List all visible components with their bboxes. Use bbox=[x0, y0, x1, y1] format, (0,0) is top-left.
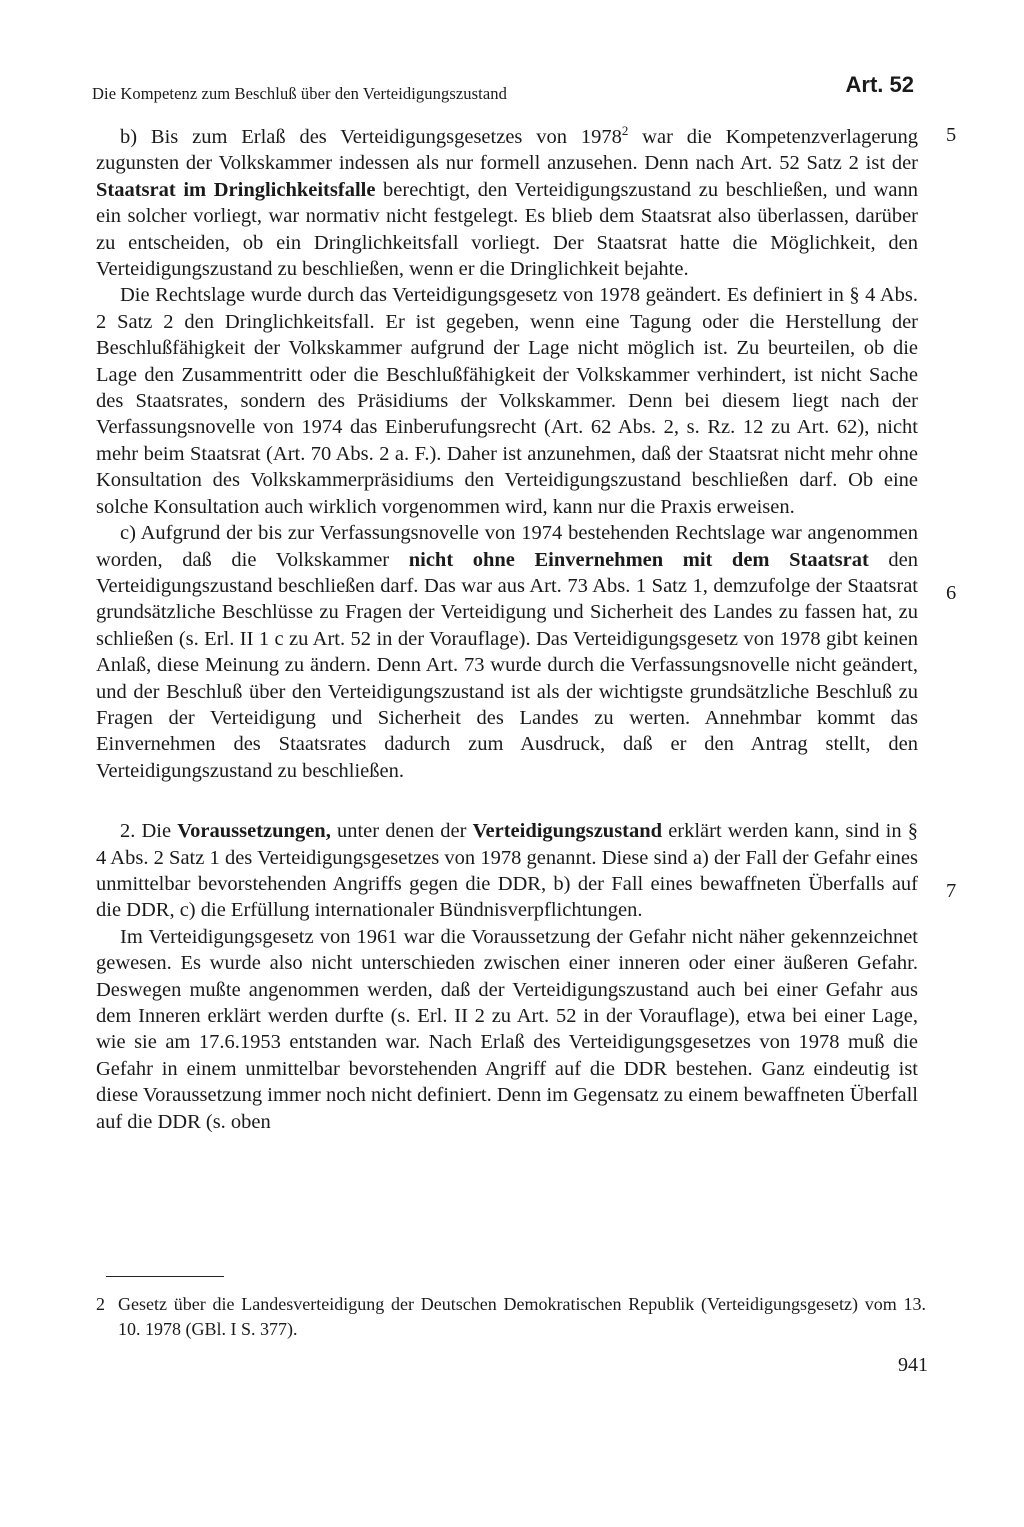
margin-number-5: 5 bbox=[946, 124, 957, 146]
section-gap bbox=[96, 784, 918, 818]
text-run: 2. Die bbox=[120, 820, 178, 843]
paragraph-7b: Im Verteidigungsgesetz von 1961 war die Voraussetzung der Gefahr nicht näher gekennzeichnet gewesen. Es wurde also nicht unterschieden zwischen einer inneren oder einer äußeren Gefahr. Deswegen mußte angenommen werden, daß der Verteidigungszustand auch bei einer Gefahr aus dem Inneren erklärt werden durfte (s. Erl. II 2 zu Art. 52 in der Vorauflage), etwa bei einer Lage, wie sie am 17.6.1953 entstanden war. Nach Erlaß des Verteidigungsgesetzes von 1978 muß die Gefahr in einem unmittelbar bevorstehenden Angriff auf die DDR bestehen. Ganz eindeutig ist diese Voraussetzung immer noch nicht definiert. Denn im Gegensatz zu einem bewaffneten Überfall auf die DDR (s. oben bbox=[96, 925, 918, 1133]
emphasis: nicht ohne Einvernehmen mit dem Staatsrat bbox=[408, 548, 869, 571]
text-run: berechtigt, den Verteidigungszustand zu beschließen, und wann ein solcher vorliegt, war normativ nicht festgelegt. Es blieb dem Staatsrat also überlassen, darüber zu entscheiden, ob ein Dringlichkeitsfall vorliegt. Der Staatsrat hatte die Möglichkeit, den Verteidigungszustand zu beschließen, wenn er die Dringlichkeit bejahte. bbox=[96, 178, 918, 281]
footnote-rule bbox=[106, 1276, 224, 1277]
paragraph-5a bbox=[96, 124, 918, 282]
paragraph-5b: Die Rechtslage wurde durch das Verteidigungsgesetz von 1978 geändert. Es definiert in § 4 Abs. 2 Satz 2 den Dringlichkeitsfall. Er ist gegeben, wenn eine Tagung oder die Herstellung der Beschlußfähigkeit der Volkskammer aufgrund der Lage nicht möglich ist. Zu beurteilen, ob die Lage den Zusammentritt oder die Beschlußfähigkeit der Volkskammer verhindert, ist nicht Sache des Staatsrates, sondern des Präsidiums der Volkskammer. Denn bei diesem liegt nach der Verfassungsnovelle von 1974 das Einberufungsrecht (Art. 62 Abs. 2, s. Rz. 12 zu Art. 62), nicht mehr beim Staatsrat (Art. 70 Abs. 2 a. F.). Daher ist anzunehmen, daß der Staatsrat nicht mehr ohne Konsultation des Volkskammerpräsidiums den Verteidigungszustand beschließen darf. Ob eine solche Konsultation auch wirklich vorgenommen wird, kann nur die Praxis erweisen. bbox=[96, 284, 918, 518]
margin-number-7: 7 bbox=[946, 880, 957, 902]
text-run: b) Bis zum Erlaß des Verteidigungsgesetzes von 1978 bbox=[120, 126, 622, 148]
footnote-number: 2 bbox=[96, 1294, 105, 1314]
margin-number-6: 6 bbox=[946, 582, 957, 604]
text-run: war die Kompetenzverlagerung zugunsten der Volkskammer indessen als nur formell anzusehen. Denn nach Art. 52 Satz 2 ist der bbox=[96, 126, 918, 175]
text-run: c) Aufgrund der bis zur Verfassungsnovelle von 1974 bestehenden Rechtslage war angenommen worden, daß die Volkskammer bbox=[96, 522, 918, 571]
text-run: erklärt werden kann, sind in § 4 Abs. 2 Satz 1 des Verteidigungsgesetzes von 1978 genannt. Diese sind a) der Fall der Gefahr eines unmittelbar bevorstehenden Angriffs gegen die DDR, b) der Fall eines bewaffneten Überfalls auf die DDR, c) die Erfüllung internationaler Bündnisverpflichtungen. bbox=[96, 820, 918, 922]
text-run: unter denen der bbox=[330, 820, 473, 843]
paragraph-6 bbox=[96, 520, 918, 784]
footnote-text: Gesetz über die Landesverteidigung der Deutschen Demokratischen Republik (Verteidigungsgesetz) vom 13. 10. 1978 (GBl. I S. 377). bbox=[118, 1294, 926, 1339]
page-number: 941 bbox=[898, 1354, 928, 1376]
footnote-ref-2[interactable]: 2 bbox=[621, 123, 629, 138]
article-label: Art. 52 bbox=[845, 72, 914, 97]
footnote bbox=[96, 1292, 926, 1342]
text-run: den Verteidigungszustand beschließen darf. Das war aus Art. 73 Abs. 1 Satz 1, demzufolge der Staatsrat grundsätzliche Beschlüsse zu Fragen der Verteidigung und Sicherheit des Landes zu fassen hat, zu schließen (s. Erl. II 1 c zu Art. 52 in der Vorauflage). Das Verteidigungsgesetz von 1978 gibt keinen Anlaß, diese Meinung zu ändern. Denn Art. 73 wurde durch die Verfassungsnovelle nicht geändert, und der Beschluß über den Verteidigungszustand ist als der wichtigste grundsätzliche Beschluß zu Fragen der Verteidigung und Sicherheit des Landes zu werten. Annehmbar kommt das Einvernehmen des Staatsrates dadurch zum Ausdruck, daß er den Antrag stellt, den Verteidigungszustand zu beschließen. bbox=[96, 548, 918, 782]
emphasis: Voraussetzungen, bbox=[177, 820, 331, 843]
body-text bbox=[96, 124, 918, 1135]
emphasis: Staatsrat im Dringlichkeitsfalle bbox=[96, 178, 376, 201]
paragraph-7a bbox=[96, 818, 918, 924]
emphasis: Verteidigungszustand bbox=[472, 820, 663, 843]
running-head: Die Kompetenz zum Beschluß über den Verteidigungszustand bbox=[92, 84, 507, 103]
